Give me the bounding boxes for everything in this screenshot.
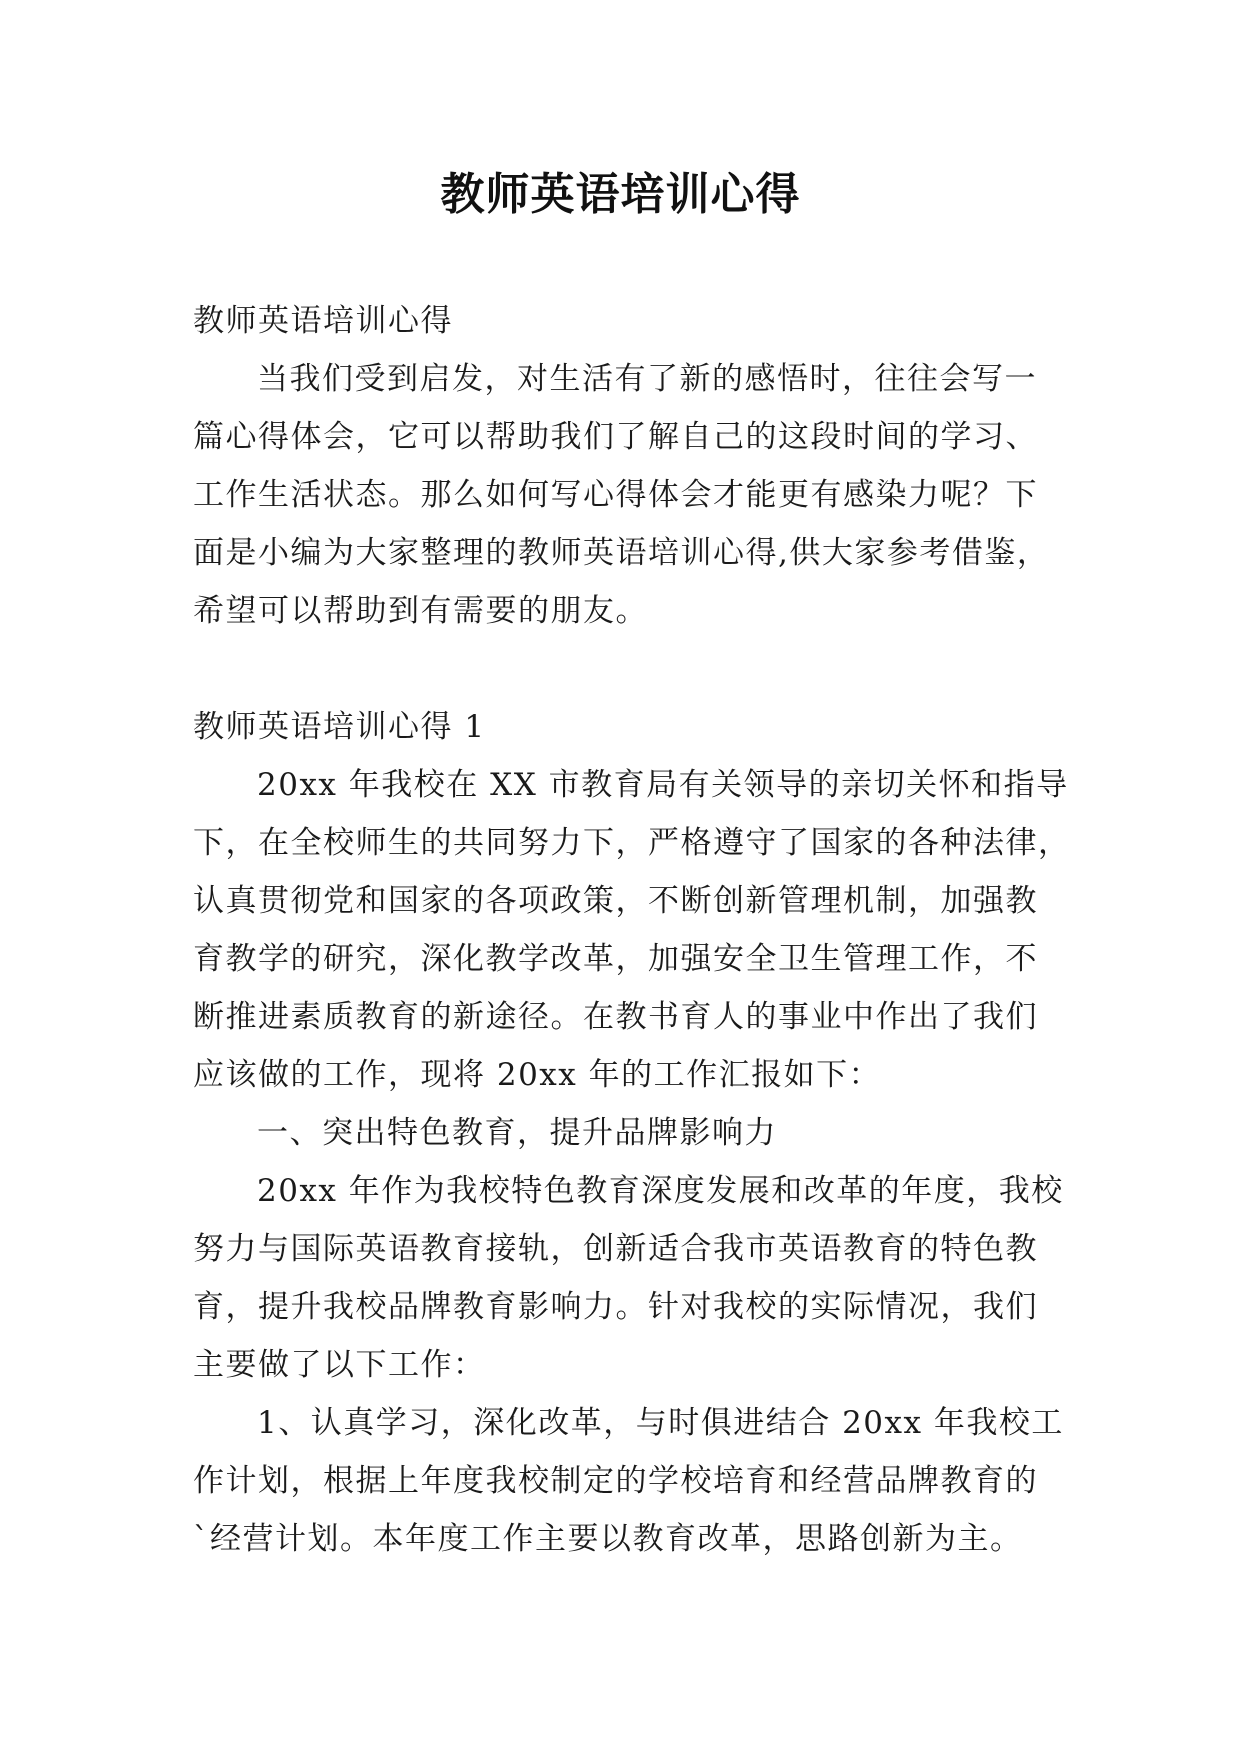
paragraph-line: 认真贯彻党和国家的各项政策，不断创新管理机制，加强教: [193, 883, 1038, 919]
document-body: [193, 292, 1071, 1568]
paragraph-line: 应该做的工作，现将 20xx 年的工作汇报如下：: [193, 1057, 882, 1093]
paragraph-line: 当我们受到启发，对生活有了新的感悟时，往往会写一: [257, 361, 1037, 397]
paragraph-line: 断推进素质教育的新途径。在教书育人的事业中作出了我们: [193, 999, 1038, 1035]
paragraph-line: 20xx 年作为我校特色教育深度发展和改革的年度，我校: [257, 1173, 1064, 1209]
paragraph-line: 1、认真学习，深化改革，与时俱进结合 20xx 年我校工: [257, 1405, 1064, 1441]
paragraph-line: `经营计划。本年度工作主要以教育改革，思路创新为主。: [193, 1521, 1023, 1557]
paragraph-line: 下，在全校师生的共同努力下，严格遵守了国家的各种法律，: [193, 825, 1071, 861]
paragraph-line: 努力与国际英语教育接轨，创新适合我市英语教育的特色教: [193, 1231, 1038, 1267]
paragraph-line: 面是小编为大家整理的教师英语培训心得,供大家参考借鉴，: [193, 535, 1050, 571]
document-title: 教师英语培训心得: [440, 169, 801, 220]
paragraph-gap: [193, 640, 1055, 698]
subsection-heading: 一、突出特色教育，提升品牌影响力: [257, 1115, 777, 1151]
paragraph-line: 主要做了以下工作：: [193, 1347, 486, 1383]
paragraph-line: 工作生活状态。那么如何写心得体会才能更有感染力呢？下: [193, 477, 1038, 513]
paragraph-line: 20xx 年我校在 XX 市教育局有关领导的亲切关怀和指导: [257, 767, 1069, 803]
paragraph-line: 篇心得体会，它可以帮助我们了解自己的这段时间的学习、: [193, 419, 1038, 455]
paragraph-line: 育，提升我校品牌教育影响力。针对我校的实际情况，我们: [193, 1289, 1038, 1325]
paragraph-line: 作计划，根据上年度我校制定的学校培育和经营品牌教育的: [193, 1463, 1038, 1499]
paragraph-line: 育教学的研究，深化教学改革，加强安全卫生管理工作，不: [193, 941, 1038, 977]
paragraph-line: 希望可以帮助到有需要的朋友。: [193, 593, 648, 629]
section-heading-1: 教师英语培训心得 1: [193, 709, 486, 745]
section-heading-intro: 教师英语培训心得: [193, 303, 453, 339]
